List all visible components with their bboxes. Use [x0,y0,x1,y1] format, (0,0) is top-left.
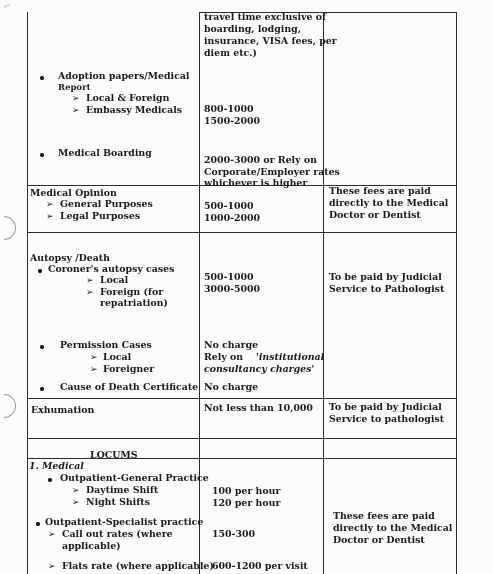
cod-fee: No charge [204,382,259,393]
travel-desc-line: insurance, VISA fees, per [204,36,337,47]
row-divider [27,438,457,439]
opinion-note: These fees are paid [329,186,431,197]
bullet-icon [36,522,40,526]
arrow-bullet-icon: ➢ [90,353,98,363]
locums-heading: LOCUMS [90,450,138,461]
autopsy-fee: 500-1000 [204,272,254,283]
permission-fee: No charge [204,340,259,351]
arrow-bullet-icon: ➢ [48,530,56,540]
opinion-fee: 1000-2000 [204,213,261,224]
adoption-title: Report [58,83,91,93]
bullet-icon [48,478,52,482]
sp-note: Doctor or Dentist [333,535,425,546]
row-divider [27,232,457,233]
arrow-bullet-icon: ➢ [72,106,80,116]
exhumation-fee: Not less than 10,000 [204,403,313,414]
adoption-item: Embassy Medicals [86,105,183,116]
opinion-note: Doctor or Dentist [329,210,421,221]
autopsy-fee: 3000-5000 [204,284,261,295]
sp-note: These fees are paid [333,511,435,522]
sp-item: applicable) [62,541,121,552]
arrow-bullet-icon: ➢ [90,365,98,375]
sp-title: Outpatient-Specialist practice [45,517,204,528]
exhumation-note: Service to pathologist [329,414,445,425]
exhumation-title: Exhumation [31,405,95,416]
opinion-title: Medical Opinion [30,188,117,199]
permission-fee: Rely on [204,352,244,363]
arrow-bullet-icon: ➢ [86,288,94,298]
adoption-fee: 800-1000 [204,104,254,115]
table-left-border [27,12,28,574]
row-divider [27,398,457,399]
arrow-bullet-icon: ➢ [86,276,94,286]
table-right-border [456,12,457,574]
bullet-icon [40,76,44,80]
adoption-item: Local & Foreign [86,93,170,104]
bullet-icon [40,345,44,349]
permission-item: Foreigner [103,364,155,375]
gp-item: Daytime Shift [86,485,159,496]
arrow-bullet-icon: ➢ [72,94,80,104]
gp-title: Outpatient-General Practice [60,473,209,484]
autopsy-item: repatriation) [100,298,168,309]
flat-title: Flats rate (where applicable) [62,561,214,572]
exhumation-note: To be paid by Judicial [329,402,442,413]
boarding-title: Medical Boarding [58,148,152,159]
punch-hole [0,211,21,245]
arrow-bullet-icon: ➢ [46,200,54,210]
sp-item: Call out rates (where [62,529,173,540]
autopsy-item: Local [100,275,129,286]
adoption-fee: 1500-2000 [204,116,261,127]
medical-title: 1. Medical [29,461,84,472]
flat-fee: 600-1200 per visit [212,561,308,572]
adoption-title: Adoption papers/Medical [58,71,190,82]
bullet-icon [38,269,42,273]
gp-fee: 120 per hour [212,498,281,509]
permission-fee-italic: consultancy charges' [204,364,315,375]
permission-title: Permission Cases [60,340,152,351]
opinion-fee: 500-1000 [204,201,254,212]
permission-item: Local [103,352,132,363]
punch-hole [0,389,21,423]
autopsy-note: To be paid by Judicial [329,272,442,283]
sp-fee: 150-300 [212,529,256,540]
autopsy-item: Foreign (for [100,287,164,298]
bullet-icon [40,153,44,157]
arrow-bullet-icon: ➢ [46,212,54,222]
corner-mark: ᵒ” [4,4,11,12]
boarding-fee: 2000-3000 or Rely on [204,155,317,166]
travel-desc-line: travel time exclusive of [204,12,327,23]
sp-note: directly to the Medical [333,523,453,534]
arrow-bullet-icon: ➢ [48,562,56,572]
cod-title: Cause of Death Certificate [60,382,199,393]
arrow-bullet-icon: ➢ [72,486,80,496]
opinion-note: directly to the Medical [329,198,449,209]
boarding-fee: whichever is higher [204,178,308,189]
autopsy-note: Service to Pathologist [329,284,445,295]
arrow-bullet-icon: ➢ [72,498,80,508]
autopsy-sub: Coroner's autopsy cases [48,264,175,275]
travel-desc-line: diem etc.) [204,48,257,59]
bullet-icon [40,387,44,391]
opinion-item: General Purposes [60,199,153,210]
permission-fee-italic: 'institutional [256,352,325,363]
gp-fee: 100 per hour [212,486,281,497]
boarding-fee: Corporate/Employer rates [204,167,340,178]
travel-desc-line: boarding, lodging, [204,24,301,35]
autopsy-title: Autopsy /Death [30,253,110,264]
opinion-item: Legal Purposes [60,211,141,222]
table-col2-border [323,12,324,574]
gp-item: Night Shifts [86,497,150,508]
table-col1-border [199,12,200,574]
